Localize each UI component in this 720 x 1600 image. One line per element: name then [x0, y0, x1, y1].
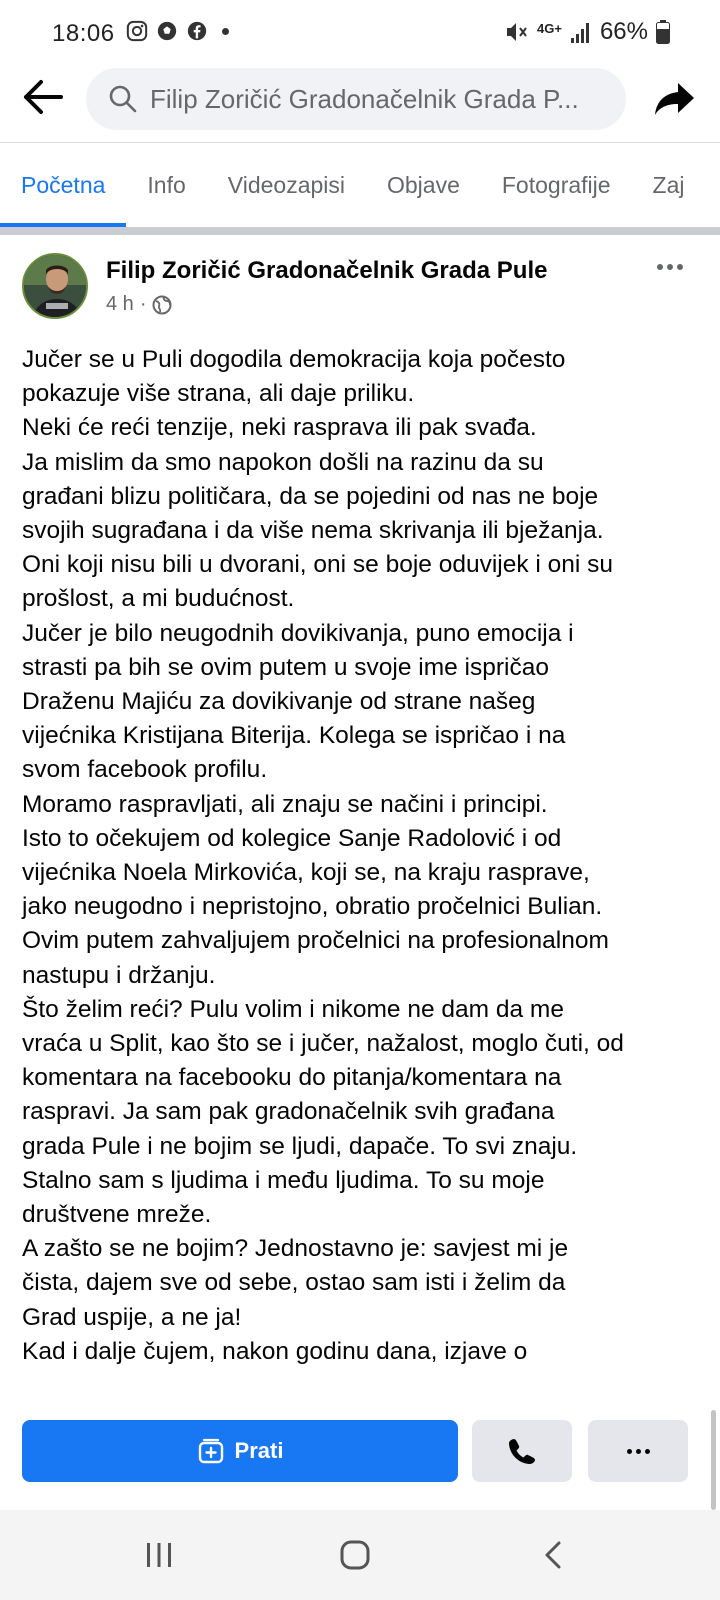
battery-icon [656, 20, 670, 44]
call-button[interactable] [472, 1420, 572, 1482]
tab-zajednica[interactable]: Zaj [652, 171, 685, 198]
battery-percent: 66% [599, 18, 648, 45]
post-line: Stalno sam s ljudima i među ljudima. To su moje [22, 1166, 545, 1194]
post-line: Draženu Majiću za dovikivanje od strane našeg [22, 688, 536, 716]
post-line: nastupu i držanju. [22, 961, 216, 989]
more-dot [677, 264, 683, 270]
post-line: Ja mislim da smo napokon došli na razinu da su [22, 448, 544, 476]
post-line: komentara na facebooku do pitanja/komentara na [22, 1064, 562, 1092]
more-dot [645, 1449, 650, 1454]
post-line: prošlost, a mi budućnost. [22, 585, 295, 613]
soccer-ball-icon [156, 20, 178, 42]
recent-apps-button[interactable] [134, 1530, 184, 1580]
share-button[interactable] [650, 74, 700, 124]
tab-info[interactable]: Info [147, 171, 186, 198]
post-line: Što želim reći? Pulu volim i nikome ne dam da me [22, 995, 564, 1023]
post-line: raspravi. Ja sam pak gradonačelnik svih građana [22, 1098, 555, 1126]
chevron-left-icon [541, 1540, 565, 1570]
post-line: Moramo raspravljati, ali znaju se načini i principi. [22, 790, 548, 818]
share-icon [654, 81, 696, 117]
search-icon [108, 84, 138, 114]
instagram-icon [126, 20, 148, 42]
home-button[interactable] [330, 1530, 380, 1580]
globe-icon [152, 295, 172, 315]
post-time[interactable]: 4 h [106, 293, 134, 315]
tab-pocetna[interactable]: Početna [0, 143, 126, 227]
tab-videozapisi[interactable]: Videozapisi [227, 171, 345, 198]
tabs-separator [0, 227, 720, 235]
post-line: pokazuje više strana, ali daje priliku. [22, 380, 415, 408]
notification-dot [222, 28, 229, 35]
signal-icon [570, 20, 592, 44]
post-line: svom facebook profilu. [22, 756, 268, 784]
system-nav-bar [0, 1510, 720, 1600]
status-time: 18:06 [52, 20, 115, 47]
tab-objave[interactable]: Objave [387, 171, 460, 198]
status-bar [0, 0, 720, 64]
post-line: čista, dajem sve od sebe, ostao sam isti i želim da [22, 1269, 566, 1297]
post-meta [106, 293, 172, 316]
mute-icon [503, 19, 529, 45]
home-icon [339, 1539, 371, 1571]
phone-icon [508, 1437, 536, 1465]
post-line: grada Pule i ne bojim se ljudi, dapače. To svi znaju. [22, 1132, 578, 1160]
follow-button[interactable] [22, 1420, 458, 1482]
post-line: Jučer je bilo neugodnih dovikivanja, puno emocija i [22, 619, 574, 647]
post-line: jako neugodno i nepristojno, obratio pročelnici Bulian. [22, 893, 603, 921]
post-line: građani blizu političara, da se pojedini od nas ne boje [22, 482, 599, 510]
post-more-button[interactable] [650, 255, 690, 279]
search-input[interactable] [86, 68, 626, 130]
post-line: Isto to očekujem od kolegice Sanje Radolović i od [22, 824, 562, 852]
more-actions-button[interactable] [588, 1420, 688, 1482]
post-line: Ovim putem zahvaljujem pročelnici na profesionalnom [22, 927, 609, 955]
post-line: Neki će reći tenzije, neki rasprava ili pak svađa. [22, 414, 537, 442]
recent-apps-icon [144, 1541, 174, 1569]
more-dot [636, 1449, 641, 1454]
facebook-icon [186, 20, 208, 42]
follow-label: Prati [234, 1438, 284, 1463]
post-line: vijećnika Noela Mirkovića, koji se, na kraju rasprave, [22, 859, 590, 887]
post-line: vijećnika Kristijana Biterija. Kolega se ispričao i na [22, 722, 566, 750]
back-button[interactable] [20, 74, 66, 120]
more-dot [627, 1449, 632, 1454]
post-line: Kad i dalje čujem, nakon godinu dana, izjave o [22, 1337, 528, 1365]
network-type: 4G+ [537, 20, 562, 36]
scrollbar[interactable] [711, 1410, 716, 1510]
post-line: svojih sugrađana i da više nema skrivanja ili bježanja. [22, 517, 604, 545]
page-action-bar [0, 1420, 720, 1484]
back-arrow-icon [23, 79, 63, 115]
post-line: Oni koji nisu bili u dvorani, oni se boje oduvijek i oni su [22, 551, 614, 579]
back-nav-button[interactable] [528, 1530, 578, 1580]
follow-plus-icon [197, 1437, 225, 1465]
system-status [503, 18, 670, 46]
post-line: društvene mreže. [22, 1201, 212, 1229]
post-line: Jučer se u Puli dogodila demokracija koja počesto [22, 346, 566, 373]
search-text: Filip Zoričić Gradonačelnik Grada P... [150, 83, 579, 114]
post-line: vraća u Split, kao što se i jučer, nažalost, moglo čuti, od [22, 1030, 624, 1058]
post-line: A zašto se ne bojim? Jednostavno je: savjest mi je [22, 1235, 569, 1263]
tab-fotografije[interactable]: Fotografije [501, 171, 611, 198]
more-dot [667, 264, 673, 270]
page-header [0, 64, 720, 142]
post-line: Grad uspije, a ne ja! [22, 1303, 242, 1331]
post-line: strasti pa bih se ovim putem u svoje ime ispričao [22, 653, 549, 681]
post-author[interactable]: Filip Zoričić Gradonačelnik Grada Pule [106, 257, 548, 284]
post-body [22, 343, 702, 1369]
avatar-image [24, 255, 88, 319]
page-tabs [0, 143, 720, 227]
meta-separator: · [139, 293, 147, 315]
notification-icons [126, 20, 229, 42]
more-dot [657, 264, 663, 270]
avatar[interactable] [22, 253, 88, 319]
